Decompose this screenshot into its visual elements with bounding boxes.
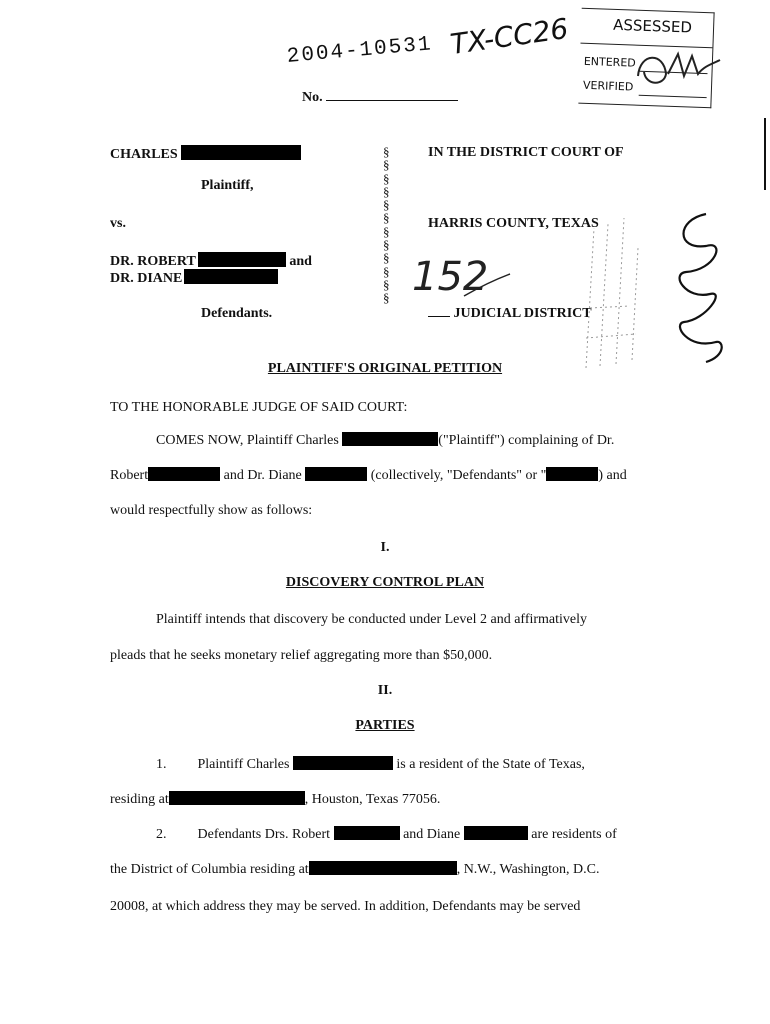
handwritten-code: TX-CC26 xyxy=(448,11,571,62)
intro-line-1: COMES NOW, Plaintiff Charles ("Plaintiff") complaining of Dr. xyxy=(156,433,615,448)
court-line-2: HARRIS COUNTY, TEXAS xyxy=(428,216,599,231)
paragraph-number: 2. xyxy=(156,827,167,842)
section-symbol: § xyxy=(383,276,390,292)
entered-label: ENTERED xyxy=(583,54,636,70)
stamp-initials-signature xyxy=(634,46,724,90)
margin-signature xyxy=(666,210,730,370)
redaction xyxy=(148,467,220,481)
redaction xyxy=(169,791,305,805)
section-symbol-column xyxy=(383,145,393,305)
district-number-stroke xyxy=(462,270,512,300)
parties-paragraph-1-line-1: 1. Plaintiff Charles is a resident of the State of Texas, xyxy=(156,757,585,772)
section-symbol: § xyxy=(383,197,390,213)
court-line-3: JUDICIAL DISTRICT xyxy=(428,306,592,322)
redaction xyxy=(334,826,400,840)
document-title: PLAINTIFF'S ORIGINAL PETITION xyxy=(267,361,503,376)
section-symbol: § xyxy=(383,237,390,253)
paragraph-number: 1. xyxy=(156,757,167,772)
section-symbol: § xyxy=(383,183,390,199)
parties-paragraph-2-line-2: the District of Columbia residing at , N.W., Washington, D.C. xyxy=(110,862,600,877)
assessed-label: ASSESSED xyxy=(612,15,693,37)
section-symbol: § xyxy=(383,290,390,306)
redaction xyxy=(305,467,367,481)
defendant-1: DR. ROBERT and xyxy=(110,254,312,269)
redaction xyxy=(464,826,528,840)
defendants-label: Defendants. xyxy=(201,306,273,321)
vs-label: vs. xyxy=(110,216,126,231)
section-2-heading: PARTIES xyxy=(355,718,415,733)
margin-edge-mark xyxy=(764,118,766,190)
parties-paragraph-2-line-3: 20008, at which address they may be served. In addition, Defendants may be served xyxy=(110,899,581,914)
section-2-numeral: II. xyxy=(377,683,393,698)
redaction xyxy=(309,861,457,875)
case-number-underline xyxy=(326,88,458,101)
handwritten-district-number: 152 xyxy=(412,254,489,300)
salutation: TO THE HONORABLE JUDGE OF SAID COURT: xyxy=(110,400,408,415)
stamp-rule-3 xyxy=(639,95,707,98)
section-symbol: § xyxy=(383,144,390,159)
parties-paragraph-2-line-1: 2. Defendants Drs. Robert and Diane are residents of xyxy=(156,827,617,842)
redaction xyxy=(181,145,301,160)
section-symbol: § xyxy=(383,250,390,266)
section-symbol: § xyxy=(383,170,390,186)
case-number-stamp: 2004-10531 xyxy=(286,33,434,69)
redaction xyxy=(546,467,598,481)
plaintiff-name: CHARLES xyxy=(110,145,301,163)
verified-label: VERIFIED xyxy=(582,78,634,94)
district-blank xyxy=(428,306,450,317)
case-number-line xyxy=(302,88,458,106)
court-line-1: IN THE DISTRICT COURT OF xyxy=(428,145,624,160)
redaction xyxy=(184,269,278,284)
section-symbol: § xyxy=(383,210,390,226)
redaction xyxy=(342,432,438,446)
section-1-numeral: I. xyxy=(380,540,390,555)
parties-paragraph-1-line-2: residing at , Houston, Texas 77056. xyxy=(110,792,441,807)
section-symbol: § xyxy=(383,223,390,239)
intro-line-3: would respectfully show as follows: xyxy=(110,503,313,518)
plaintiff-label: Plaintiff, xyxy=(201,178,254,193)
redaction xyxy=(293,756,393,770)
intro-line-2: Robert and Dr. Diane (collectively, "Defendants" or " ) and xyxy=(110,468,627,483)
filed-stamp-marks xyxy=(576,188,656,374)
redaction xyxy=(198,252,286,267)
section-1-line-1: Plaintiff intends that discovery be conducted under Level 2 and affirmatively xyxy=(156,612,588,627)
section-1-heading: DISCOVERY CONTROL PLAN xyxy=(285,575,485,590)
section-symbol: § xyxy=(383,157,390,173)
defendant-2: DR. DIANE xyxy=(110,269,278,287)
no-label: No. xyxy=(302,90,323,105)
section-symbol: § xyxy=(383,263,390,279)
section-1-line-2: pleads that he seeks monetary relief aggregating more than $50,000. xyxy=(110,648,493,663)
